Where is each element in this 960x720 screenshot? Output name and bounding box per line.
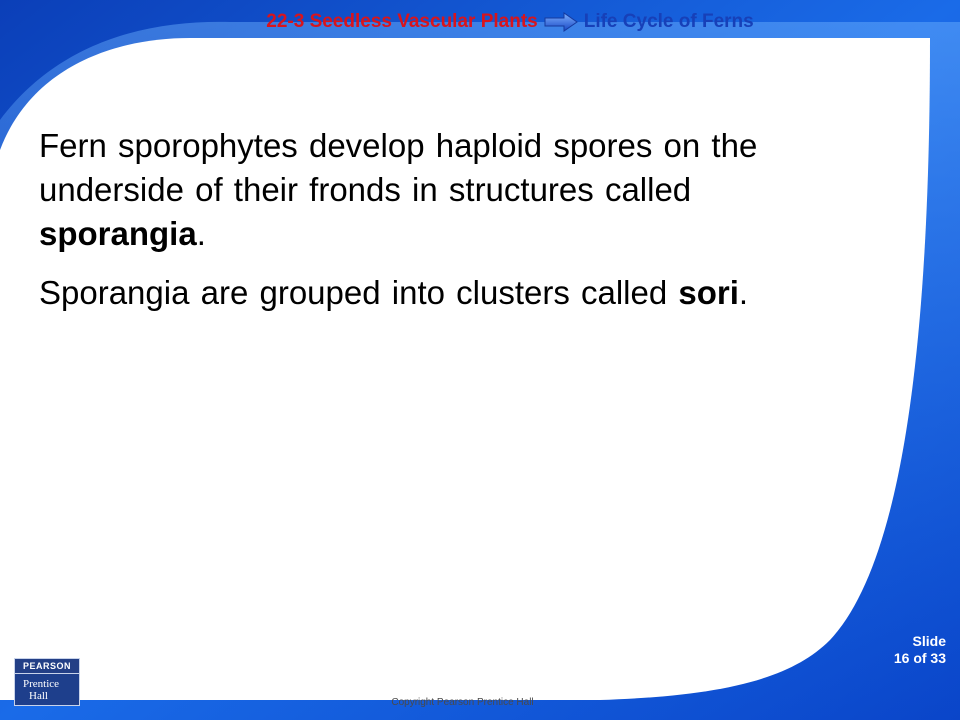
term-sori: sori <box>678 274 739 311</box>
paragraph-text: Sporangia are grouped into clusters called <box>39 274 679 311</box>
slide-body <box>39 124 859 330</box>
section-title: 22-3 Seedless Vascular Plants <box>266 11 538 32</box>
topic-title: Life Cycle of Ferns <box>583 11 754 32</box>
paragraph-sori <box>39 271 859 315</box>
slide-header <box>0 9 960 35</box>
slide-number <box>866 633 946 667</box>
paragraph-sporangia <box>39 124 859 256</box>
paragraph-punctuation: . <box>196 215 206 252</box>
logo-line-1: Prentice <box>23 678 60 690</box>
right-arrow-icon <box>544 12 578 32</box>
slide-label: Slide <box>912 633 946 649</box>
logo-pearson-text: PEARSON <box>15 659 79 674</box>
slide-position: 16 of 33 <box>893 650 946 666</box>
paragraph-punctuation: . <box>738 274 749 311</box>
term-sporangia: sporangia <box>39 215 197 252</box>
copyright-notice: Copyright Pearson Prentice Hall <box>391 697 534 708</box>
paragraph-text: Fern sporophytes develop haploid spores on the underside of their fronds in structures called <box>39 127 758 208</box>
logo-line-2: Hall <box>29 690 48 702</box>
